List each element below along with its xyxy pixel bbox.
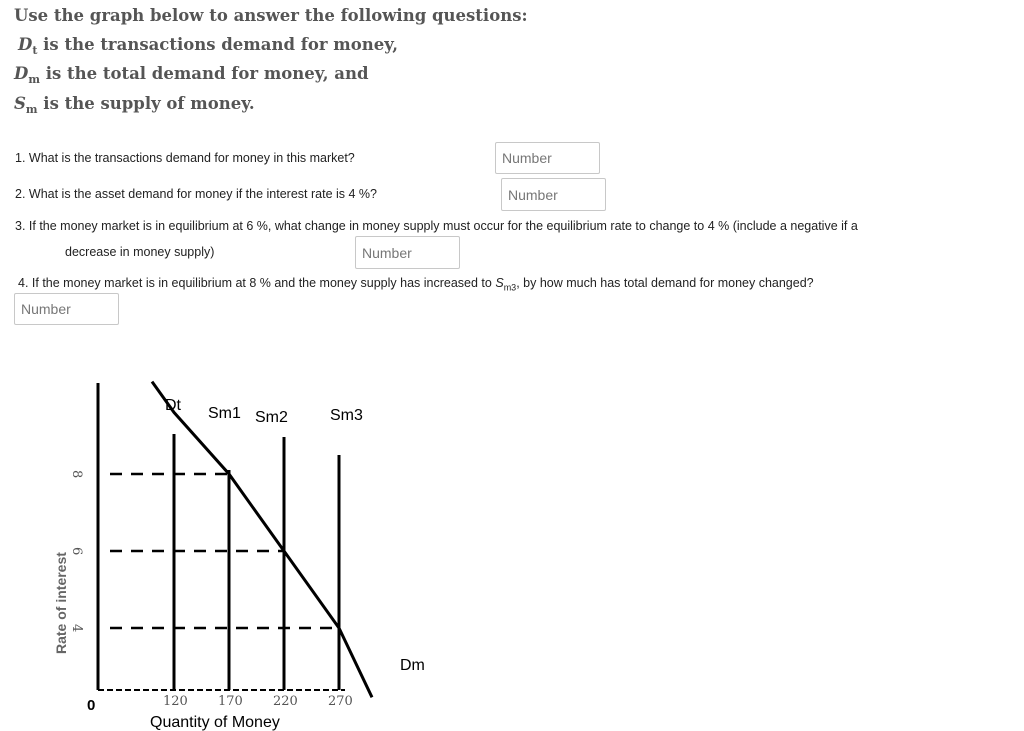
origin-label: 0 [87,697,96,714]
y-tick-8: 8 [69,470,84,479]
series-sm2-label: Sm2 [255,409,288,426]
x-tick-220: 220 [273,694,298,709]
series-dt-label: Dt [165,397,181,414]
series-dm-label: Dm [400,657,425,674]
question-1: 1. What is the transactions demand for money in this market? [15,151,355,165]
definition-dt: $D_t$ is the transactions demand for money, [18,35,398,57]
x-tick-170: 170 [218,694,243,709]
question-3: 3. If the money market is in equilibrium at 6 %, what change in money supply must occur for the equilibrium rate to change to 4 % (include a negative if a [15,219,858,233]
definition-dm: $D_m$ is the total demand for money, and [14,64,369,86]
x-axis-label: Quantity of Money [150,714,280,731]
y-tick-4: 4 [69,624,84,633]
y-tick-6: 6 [69,547,84,556]
x-tick-120: 120 [163,694,188,709]
instructions-heading: Use the graph below to answer the following questions: [14,6,528,25]
question-3-continued: decrease in money supply) [65,245,215,259]
x-tick-270: 270 [328,694,353,709]
question-4: 4. If the money market is in equilibrium at 8 % and the money supply has increased to $S_{m3}$, by how much has total demand for money changed? [18,276,814,293]
question-2: 2. What is the asset demand for money if the interest rate is 4 %? [15,187,377,201]
y-axis-label: Rate of interest [53,552,69,654]
series-sm3-label: Sm3 [330,407,363,424]
series-sm1-label: Sm1 [208,405,241,422]
definition-sm: $S_m$ is the supply of money. [14,94,255,116]
